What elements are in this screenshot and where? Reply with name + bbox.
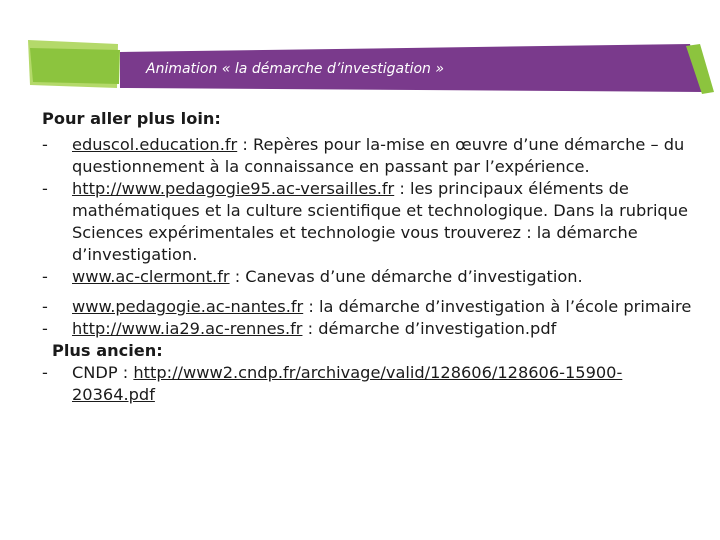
- item-description: : Canevas d’une démarche d’investigation.: [229, 267, 583, 286]
- list-item: [42, 362, 702, 406]
- link-cndp[interactable]: http://www2.cndp.fr/archivage/valid/128606/128606-15900-20364.pdf: [72, 363, 623, 404]
- section-heading: Pour aller plus loin:: [42, 109, 221, 128]
- link-eduscol[interactable]: eduscol.education.fr: [72, 135, 238, 154]
- list-item: [42, 266, 702, 288]
- item-description: : les principaux éléments de mathématiques et la culture scientifique et technologique. Dans la rubrique Sciences expérimentales et technologie vous trouverez : la démarche d’investigation.: [72, 179, 688, 264]
- banner-green-tab: [30, 48, 120, 84]
- list-dash: -: [42, 363, 48, 382]
- link-ac-nantes[interactable]: www.pedagogie.ac-nantes.fr: [72, 297, 304, 316]
- item-description: : Repères pour la-mise en œuvre d’une démarche – du questionnement à la connaissance en passant par l’expérience.: [72, 135, 685, 176]
- main-content: [42, 108, 702, 406]
- list-dash: -: [42, 267, 48, 286]
- link-ac-clermont[interactable]: www.ac-clermont.fr: [72, 267, 230, 286]
- page-title: Animation « la démarche d’investigation »: [146, 61, 444, 77]
- list-item: [42, 134, 702, 178]
- list-item: [42, 318, 702, 340]
- item-description: : la démarche d’investigation à l’école primaire: [303, 297, 692, 316]
- section-subheading: Plus ancien:: [52, 341, 163, 360]
- list-dash: -: [42, 319, 48, 338]
- link-ia29[interactable]: http://www.ia29.ac-rennes.fr: [72, 319, 303, 338]
- list-dash: -: [42, 135, 48, 154]
- list-dash: -: [42, 179, 48, 198]
- item-prefix: CNDP :: [72, 363, 134, 382]
- link-pedagogie95[interactable]: http://www.pedagogie95.ac-versailles.fr: [72, 179, 395, 198]
- list-item: [42, 296, 702, 318]
- list-item: [42, 178, 702, 266]
- list-dash: -: [42, 297, 48, 316]
- item-description: : démarche d’investigation.pdf: [302, 319, 557, 338]
- header-banner: [0, 0, 720, 110]
